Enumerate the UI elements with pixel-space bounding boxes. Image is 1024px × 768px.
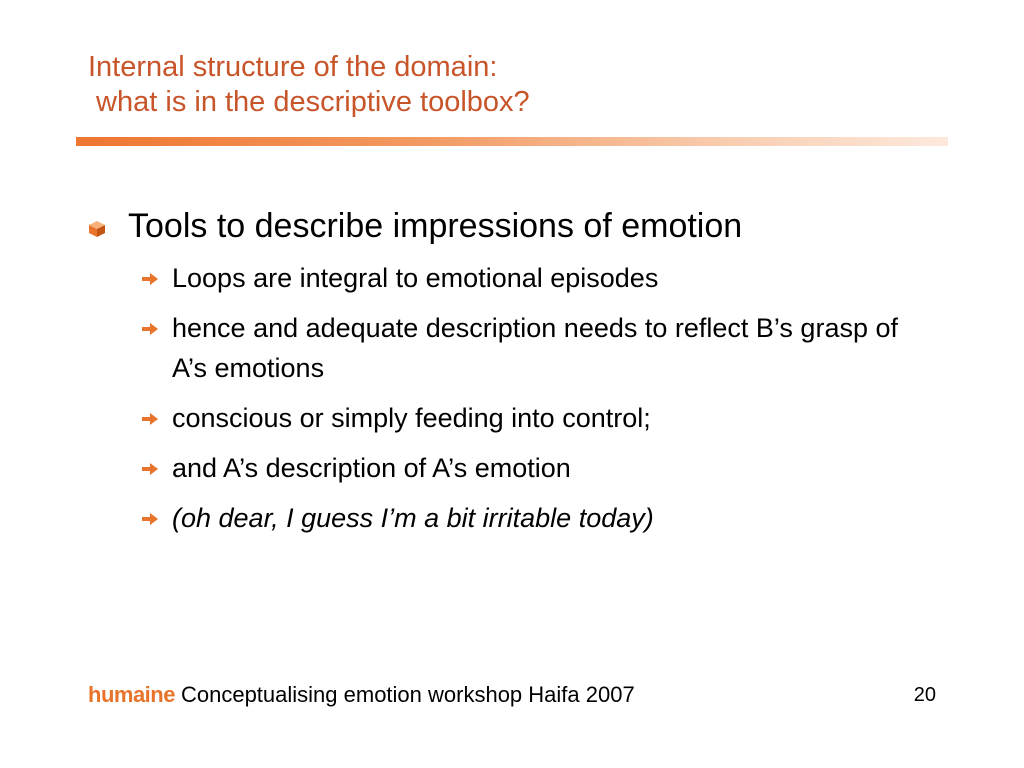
title-underline-bar <box>76 137 948 146</box>
bullet-level-2 <box>142 498 912 538</box>
sub-bullet-text: conscious or simply feeding into control; <box>172 403 651 433</box>
slide-footer <box>88 682 948 716</box>
bullet-level-2 <box>142 308 912 388</box>
orange-arrow-bullet-icon <box>142 513 158 525</box>
bullet-level-2 <box>142 258 912 298</box>
bullet-level-2 <box>142 398 912 438</box>
sub-bullet-text: Loops are integral to emotional episodes <box>172 263 659 293</box>
footer-text: Conceptualising emotion workshop Haifa 2007 <box>180 682 635 707</box>
title-line-1: Internal structure of the domain: <box>88 51 498 83</box>
bullet-text: Tools to describe impressions of emotion <box>128 207 743 245</box>
slide-body <box>88 204 948 548</box>
sub-bullet-list <box>88 258 948 538</box>
orange-arrow-bullet-icon <box>142 413 158 425</box>
bullet-level-1 <box>88 204 948 248</box>
orange-arrow-bullet-icon <box>142 273 158 285</box>
brand-logo-text: humaine <box>88 682 175 707</box>
orange-arrow-bullet-icon <box>142 323 158 335</box>
orange-arrow-bullet-icon <box>142 463 158 475</box>
sub-bullet-text: (oh dear, I guess I’m a bit irritable today) <box>172 503 654 533</box>
bullet-level-2 <box>142 448 912 488</box>
orange-cube-bullet-icon <box>88 220 106 238</box>
sub-bullet-text: hence and adequate description needs to reflect B’s grasp of A’s emotions <box>172 313 898 383</box>
page-number: 20 <box>913 684 936 706</box>
title-line-2: what is in the descriptive toolbox? <box>88 86 530 118</box>
slide-title <box>88 50 948 120</box>
sub-bullet-text: and A’s description of A’s emotion <box>172 453 571 483</box>
